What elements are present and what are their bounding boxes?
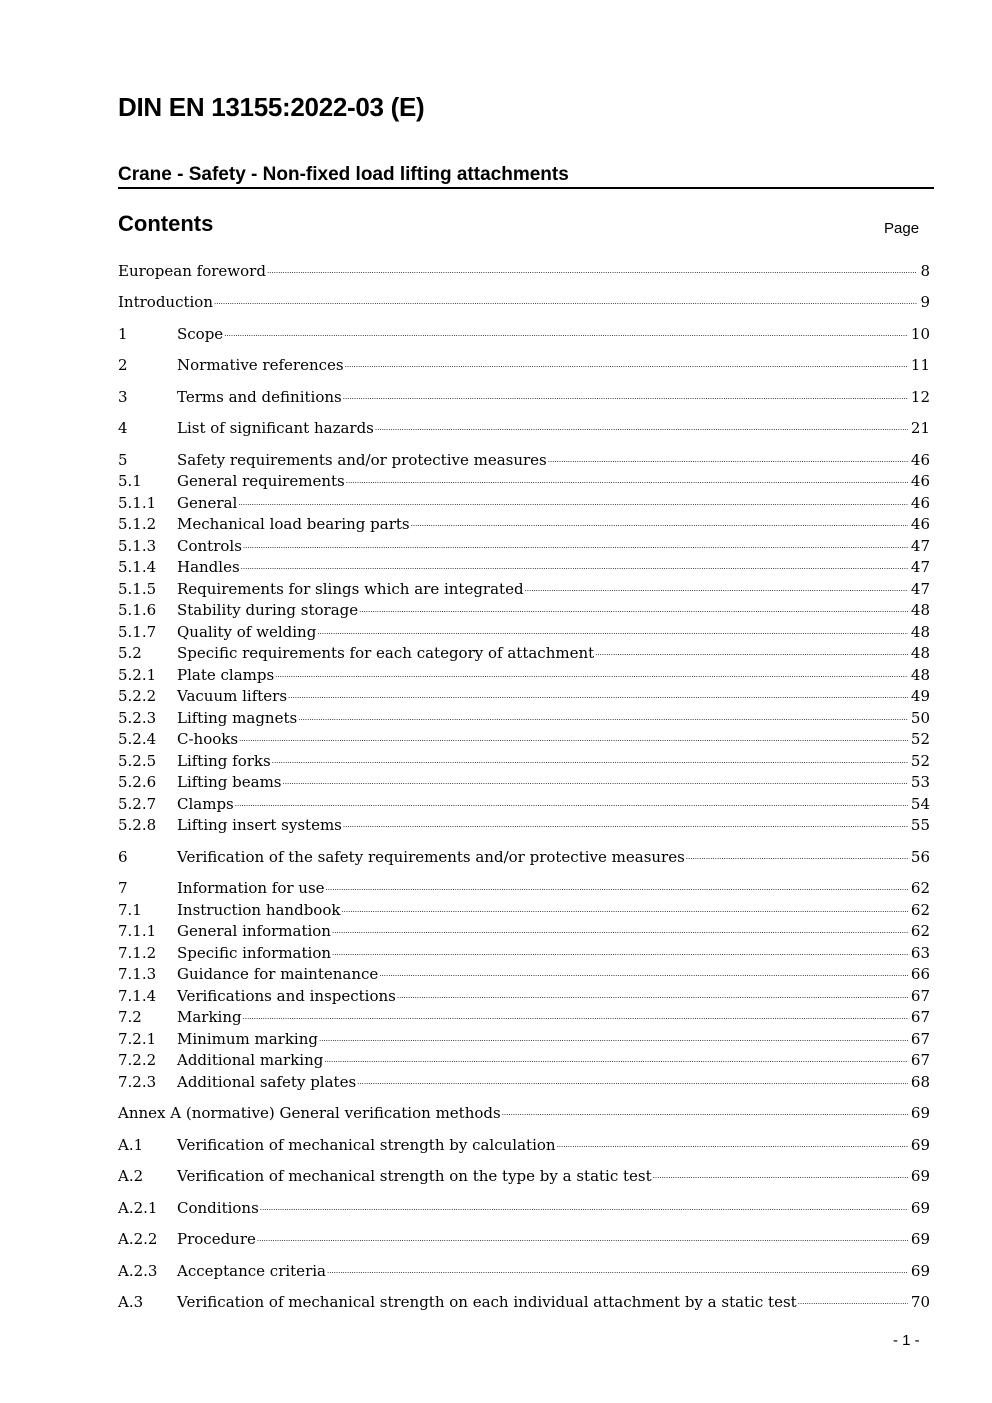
toc-entry-number: 6 — [118, 848, 128, 866]
toc-dot-leader — [332, 950, 908, 957]
toc-entry[interactable] — [118, 664, 930, 686]
toc-entry-page: 69 — [910, 1104, 930, 1122]
toc-entry-page: 46 — [910, 472, 930, 490]
toc-entry-number: 7.2.1 — [118, 1030, 157, 1048]
toc-entry-title: C-hooks — [177, 730, 239, 748]
toc-entry[interactable] — [118, 728, 930, 750]
toc-entry-number: 5.2.1 — [118, 666, 157, 684]
toc-entry-number: 1 — [118, 325, 128, 343]
toc-entry-title: Lifting magnets — [177, 709, 298, 727]
toc-dot-leader — [343, 394, 908, 401]
toc-entry[interactable] — [118, 492, 930, 514]
toc-entry[interactable] — [118, 685, 930, 707]
toc-entry-page: 49 — [910, 687, 930, 705]
document-title: DIN EN 13155:2022-03 (E) — [118, 92, 425, 122]
toc-entry-title: Handles — [177, 558, 240, 576]
toc-entry-number: 7.2 — [118, 1008, 142, 1026]
toc-entry[interactable] — [118, 1260, 930, 1282]
toc-dot-leader — [502, 1110, 908, 1117]
toc-entry-title: Annex A (normative) General verification methods — [118, 1104, 501, 1122]
toc-entry-title: Stability during storage — [177, 601, 359, 619]
toc-dot-leader — [283, 779, 908, 786]
toc-entry-title: Lifting insert systems — [177, 816, 342, 834]
toc-entry[interactable] — [118, 1165, 930, 1187]
toc-entry-title: Procedure — [177, 1230, 256, 1248]
toc-entry-title: Minimum marking — [177, 1030, 318, 1048]
toc-dot-leader — [345, 362, 908, 369]
toc-entry-title: Safety requirements and/or protective measures — [177, 451, 547, 469]
toc-entry[interactable] — [118, 1291, 930, 1313]
toc-dot-leader — [319, 1036, 908, 1043]
toc-entry[interactable] — [118, 793, 930, 815]
toc-entry-number: A.2 — [118, 1167, 144, 1185]
toc-entry[interactable] — [118, 386, 930, 408]
toc-dot-leader — [379, 971, 908, 978]
toc-dot-leader — [298, 715, 908, 722]
toc-entry-number: 7.2.2 — [118, 1051, 157, 1069]
toc-entry[interactable] — [118, 513, 930, 535]
toc-entry[interactable] — [118, 417, 930, 439]
toc-entry-number: 7.1 — [118, 901, 142, 919]
toc-dot-leader — [798, 1299, 908, 1306]
toc-entry-page: 11 — [910, 356, 930, 374]
toc-dot-leader — [359, 607, 908, 614]
toc-entry-page: 63 — [910, 944, 930, 962]
toc-entry[interactable] — [118, 814, 930, 836]
toc-entry-title: Verification of mechanical strength by calculation — [177, 1136, 556, 1154]
toc-entry-page: 62 — [910, 901, 930, 919]
toc-entry[interactable] — [118, 985, 930, 1007]
toc-dot-leader — [557, 1142, 908, 1149]
toc-entry-title: Controls — [177, 537, 242, 555]
toc-dot-leader — [238, 500, 908, 507]
toc-entry[interactable] — [118, 323, 930, 345]
toc-entry-page: 48 — [910, 666, 930, 684]
toc-dot-leader — [375, 425, 908, 432]
toc-dot-leader — [324, 1057, 908, 1064]
toc-dot-leader — [397, 993, 908, 1000]
toc-entry-page: 53 — [910, 773, 930, 791]
toc-entry-title: List of significant hazards — [177, 419, 374, 437]
toc-entry-number: 5.1.4 — [118, 558, 157, 576]
toc-entry-page: 48 — [910, 601, 930, 619]
toc-entry-title: Acceptance criteria — [177, 1262, 326, 1280]
toc-entry-number: 5.1.7 — [118, 623, 157, 641]
toc-entry-title: Verification of the safety requirements and/or protective measures — [177, 848, 685, 866]
toc-entry-page: 46 — [910, 494, 930, 512]
toc-entry[interactable] — [118, 771, 930, 793]
toc-entry-number: 5.2.5 — [118, 752, 157, 770]
toc-entry-number: 7.1.3 — [118, 965, 157, 983]
toc-entry-page: 12 — [910, 388, 930, 406]
toc-entry[interactable] — [118, 1134, 930, 1156]
toc-entry[interactable] — [118, 291, 930, 313]
toc-entry-number: 5.2.2 — [118, 687, 157, 705]
toc-entry-title: Requirements for slings which are integrated — [177, 580, 524, 598]
toc-entry-number: 5.1.2 — [118, 515, 157, 533]
toc-entry-page: 52 — [910, 730, 930, 748]
toc-entry[interactable] — [118, 963, 930, 985]
toc-entry-page: 47 — [910, 558, 930, 576]
toc-dot-leader — [267, 268, 918, 275]
toc-entry-page: 67 — [910, 1030, 930, 1048]
toc-dot-leader — [346, 478, 908, 485]
toc-entry[interactable] — [118, 449, 930, 471]
toc-entry-title: Lifting beams — [177, 773, 282, 791]
toc-entry-page: 68 — [910, 1073, 930, 1091]
toc-dot-leader — [272, 758, 908, 765]
toc-entry[interactable] — [118, 556, 930, 578]
toc-entry-number: A.2.3 — [118, 1262, 158, 1280]
toc-entry-title: General — [177, 494, 238, 512]
toc-entry-title: Plate clamps — [177, 666, 275, 684]
toc-dot-leader — [243, 543, 908, 550]
toc-entry-title: General information — [177, 922, 331, 940]
toc-dot-leader — [224, 331, 908, 338]
toc-entry-page: 46 — [910, 515, 930, 533]
toc-entry-title: Lifting forks — [177, 752, 271, 770]
toc-entry[interactable] — [118, 260, 930, 282]
toc-dot-leader — [326, 885, 908, 892]
toc-entry-number: 5.2.8 — [118, 816, 157, 834]
toc-dot-leader — [260, 1205, 908, 1212]
toc-entry-title: Additional safety plates — [177, 1073, 357, 1091]
toc-entry-number: 5.1 — [118, 472, 142, 490]
toc-entry-page: 8 — [920, 262, 930, 280]
toc-entry-number: 4 — [118, 419, 128, 437]
toc-entry-number: 7.2.3 — [118, 1073, 157, 1091]
toc-entry-page: 69 — [910, 1199, 930, 1217]
toc-entry-number: 5.1.5 — [118, 580, 157, 598]
page-number: - 1 - — [893, 1332, 920, 1349]
toc-entry-title: Terms and definitions — [177, 388, 342, 406]
toc-entry-number: 5 — [118, 451, 128, 469]
toc-entry-title: Guidance for maintenance — [177, 965, 379, 983]
toc-entry-number: A.1 — [118, 1136, 144, 1154]
toc-dot-leader — [257, 1236, 908, 1243]
toc-entry[interactable] — [118, 1102, 930, 1124]
toc-dot-leader — [241, 564, 908, 571]
toc-entry-page: 67 — [910, 1008, 930, 1026]
toc-dot-leader — [332, 928, 908, 935]
toc-entry[interactable] — [118, 1028, 930, 1050]
toc-entry-title: Verifications and inspections — [177, 987, 396, 1005]
toc-entry-page: 52 — [910, 752, 930, 770]
toc-entry[interactable] — [118, 877, 930, 899]
toc-entry-title: Vacuum lifters — [177, 687, 288, 705]
toc-entry-page: 67 — [910, 1051, 930, 1069]
contents-heading: Contents — [118, 211, 214, 236]
toc-entry-number: 5.1.1 — [118, 494, 157, 512]
toc-entry-page: 48 — [910, 644, 930, 662]
toc-entry-number: 5.1.6 — [118, 601, 157, 619]
toc-entry-title: Verification of mechanical strength on each individual attachment by a static test — [177, 1293, 797, 1311]
toc-dot-leader — [239, 736, 908, 743]
toc-entry-number: 3 — [118, 388, 128, 406]
toc-entry-title: Scope — [177, 325, 224, 343]
toc-entry-number: 2 — [118, 356, 128, 374]
toc-entry-page: 70 — [910, 1293, 930, 1311]
toc-entry[interactable] — [118, 750, 930, 772]
toc-entry[interactable] — [118, 642, 930, 664]
toc-entry-title: European foreword — [118, 262, 266, 280]
toc-entry-title: Introduction — [118, 293, 213, 311]
toc-dot-leader — [235, 801, 908, 808]
toc-entry-title: Specific information — [177, 944, 332, 962]
toc-entry-title: General requirements — [177, 472, 345, 490]
toc-entry-number: 7 — [118, 879, 128, 897]
toc-entry-number: 5.2.3 — [118, 709, 157, 727]
toc-entry-page: 47 — [910, 580, 930, 598]
toc-dot-leader — [653, 1173, 908, 1180]
toc-entry-page: 66 — [910, 965, 930, 983]
toc-entry[interactable] — [118, 1197, 930, 1219]
toc-entry-title: Information for use — [177, 879, 325, 897]
toc-entry-number: 7.1.4 — [118, 987, 157, 1005]
toc-entry-page: 46 — [910, 451, 930, 469]
toc-entry-page: 9 — [920, 293, 930, 311]
toc-entry-page: 69 — [910, 1167, 930, 1185]
toc-entry[interactable] — [118, 942, 930, 964]
toc-entry-page: 54 — [910, 795, 930, 813]
toc-entry[interactable] — [118, 354, 930, 376]
toc-entry-page: 69 — [910, 1136, 930, 1154]
toc-entry-number: 7.1.1 — [118, 922, 157, 940]
toc-dot-leader — [686, 854, 908, 861]
toc-dot-leader — [411, 521, 908, 528]
toc-entry-page: 47 — [910, 537, 930, 555]
toc-dot-leader — [595, 650, 908, 657]
toc-entry-title: Marking — [177, 1008, 242, 1026]
page-column-heading: Page — [884, 220, 920, 237]
toc-entry[interactable] — [118, 707, 930, 729]
toc-entry-page: 48 — [910, 623, 930, 641]
toc-entry-title: Additional marking — [177, 1051, 324, 1069]
toc-dot-leader — [341, 907, 907, 914]
toc-entry-number: A.3 — [118, 1293, 144, 1311]
toc-dot-leader — [317, 629, 908, 636]
toc-entry-page: 55 — [910, 816, 930, 834]
toc-entry-title: Clamps — [177, 795, 234, 813]
toc-dot-leader — [525, 586, 908, 593]
toc-entry[interactable] — [118, 599, 930, 621]
toc-dot-leader — [327, 1268, 908, 1275]
toc-entry-page: 10 — [910, 325, 930, 343]
toc-entry-number: A.2.2 — [118, 1230, 158, 1248]
toc-entry-page: 21 — [910, 419, 930, 437]
toc-dot-leader — [357, 1079, 908, 1086]
toc-entry-page: 69 — [910, 1262, 930, 1280]
toc-entry[interactable] — [118, 1006, 930, 1028]
toc-entry-title: Normative references — [177, 356, 344, 374]
toc-entry[interactable] — [118, 1071, 930, 1093]
toc-entry-number: A.2.1 — [118, 1199, 158, 1217]
toc-entry-title: Verification of mechanical strength on the type by a static test — [177, 1167, 652, 1185]
document-subtitle: Crane - Safety - Non-fixed load lifting attachments — [118, 162, 934, 189]
toc-dot-leader — [548, 457, 908, 464]
toc-entry-page: 50 — [910, 709, 930, 727]
toc-entry-title: Specific requirements for each category of attachment — [177, 644, 595, 662]
toc-dot-leader — [343, 822, 908, 829]
toc-entry-title: Quality of welding — [177, 623, 317, 641]
toc-entry-title: Mechanical load bearing parts — [177, 515, 410, 533]
toc-entry[interactable] — [118, 578, 930, 600]
toc-dot-leader — [243, 1014, 908, 1021]
toc-entry-title: Instruction handbook — [177, 901, 341, 919]
toc-entry-number: 5.2.6 — [118, 773, 157, 791]
toc-entry-page: 56 — [910, 848, 930, 866]
toc-entry[interactable] — [118, 1049, 930, 1071]
toc-dot-leader — [275, 672, 908, 679]
toc-entry[interactable] — [118, 1228, 930, 1250]
toc-entry[interactable] — [118, 621, 930, 643]
toc-dot-leader — [288, 693, 908, 700]
toc-entry[interactable] — [118, 470, 930, 492]
toc-entry-page: 67 — [910, 987, 930, 1005]
toc-entry[interactable] — [118, 920, 930, 942]
toc-entry-number: 5.2.7 — [118, 795, 157, 813]
toc-entry-number: 5.1.3 — [118, 537, 157, 555]
toc-entry-page: 69 — [910, 1230, 930, 1248]
toc-entry-number: 5.2.4 — [118, 730, 157, 748]
toc-entry[interactable] — [118, 899, 930, 921]
toc-entry-title: Conditions — [177, 1199, 259, 1217]
toc-entry-page: 62 — [910, 879, 930, 897]
toc-entry[interactable] — [118, 846, 930, 868]
toc-entry-page: 62 — [910, 922, 930, 940]
toc-dot-leader — [214, 299, 917, 306]
toc-entry[interactable] — [118, 535, 930, 557]
toc-entry-number: 5.2 — [118, 644, 142, 662]
toc-entry-number: 7.1.2 — [118, 944, 157, 962]
